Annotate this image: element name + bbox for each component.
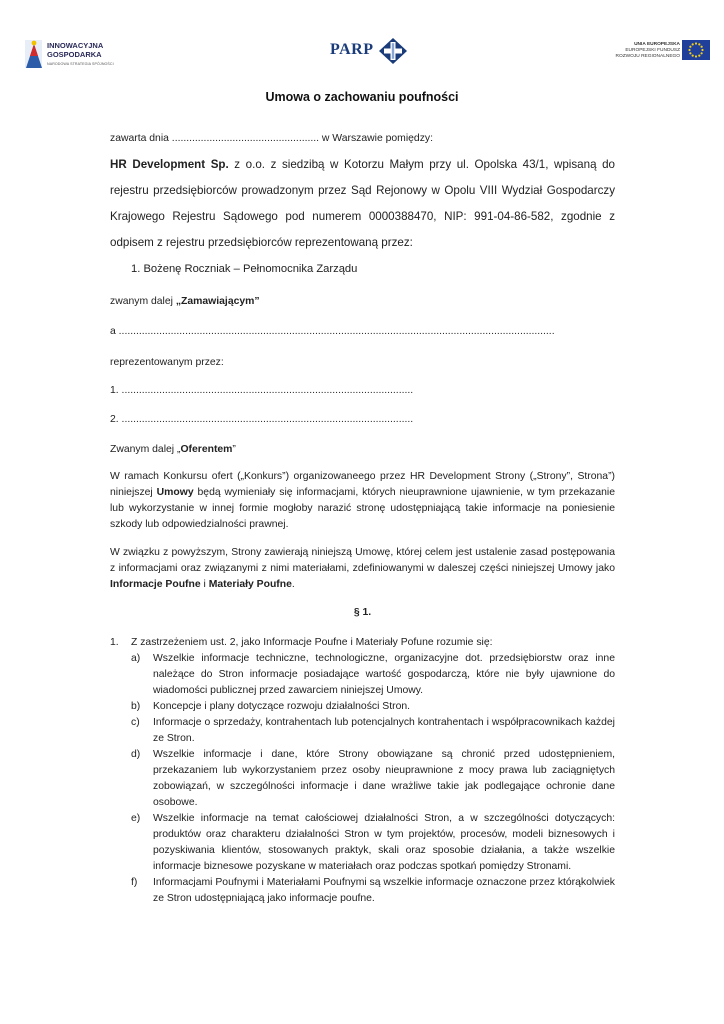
party1-paragraph <box>110 152 615 256</box>
subitem-letter: c) <box>131 717 140 728</box>
called-zamawiajacy <box>110 293 615 310</box>
eu-logo-title: UNIA EUROPEJSKA <box>634 42 680 47</box>
para2-end: . <box>291 579 295 590</box>
subitem-letter: d) <box>131 749 141 760</box>
subitem-letter: b) <box>131 701 141 712</box>
parp-logo <box>330 37 410 65</box>
list-item-1 <box>110 635 615 651</box>
called1-bold: „Zamawiającym” <box>175 296 260 307</box>
subitem <box>110 875 615 907</box>
subitem <box>110 651 615 699</box>
eu-logo <box>612 40 712 66</box>
definitions-list <box>110 635 615 907</box>
subitem <box>110 747 615 811</box>
subitem-text: Koncepcje i plany dotyczące rozwoju działalności Stron. <box>153 701 411 712</box>
called2-bold: Oferentem <box>180 444 233 455</box>
subitems <box>110 651 615 907</box>
called1-prefix: zwanym dalej <box>110 296 176 307</box>
party2-line: a ....................................................................................................................................................... <box>110 326 555 337</box>
called-oferent <box>110 441 615 458</box>
list-item-number: 1. <box>110 637 119 648</box>
party1-name: HR Development Sp. <box>110 158 229 171</box>
party1-details: z o.o. z siedzibą w Kotorzu Małym przy ul. Opolska 43/1, wpisaną do rejestru przedsiębiorców prowadzonym przez Sąd Rejonowy w Opolu VIII Wydział Gospodarczy Krajowego Rejestru Sądowego pod numerem 0000388470, NIP: 991-04-86-582, zgodnie z odpisem z rejestru przedsiębiorców reprezentowaną przez: <box>110 158 615 249</box>
subitem-text: Informacje o sprzedaży, kontrahentach lub potencjalnych kontrahentach i współpracownikach każdej ze Stron. <box>153 717 615 744</box>
document-title: Umowa o zachowaniu poufności <box>265 90 459 104</box>
para1-end: będą wymieniały się informacjami, których nieuprawnione ujawnienie, w tym przekazanie lub wykorzystanie w innej formie mogłoby narazić stronę udostępniającą takie informacje na poniesienie szkody lub odpowiedzialności prawnej. <box>110 487 615 530</box>
subitem <box>110 699 615 715</box>
para2-bold-1: Informacje Poufne <box>110 579 201 590</box>
para1-bold: Umowy <box>156 487 194 498</box>
subitem-text: Informacjami Poufnymi i Materiałami Poufnymi są wszelkie informacje oznaczone przez którąkolwiek ze Stron udostępniającą jako informacje poufne. <box>153 877 615 904</box>
para2-start: W związku z powyższym, Strony zawierają niniejszą Umowę, której celem jest ustalenie zasad postępowania z informacjami oraz związanymi z nimi materiałami, zdefiniowanymi w daleszej części niniejszej Umowy jako <box>110 547 615 574</box>
subitem-text: Wszelkie informacje i dane, które Strony obowiązane są chronić przed udostępnieniem, przekazaniem lub wykorzystaniem przez osoby nieuprawnione z mocy prawa lub zaciągniętych zobowiązań, w szczególności informacje i dane wrażliwe takie jak podlegające ochronie dane osobowe. <box>153 749 615 808</box>
representative-1: 1. Bożenę Roczniak – Pełnomocnika Zarządu <box>131 263 358 275</box>
rep-line-1: 1. ..................................................................................................... <box>110 385 414 396</box>
subitem <box>110 715 615 747</box>
para2-mid: i <box>200 579 209 590</box>
subitem-text: Wszelkie informacje techniczne, technologiczne, organizacyjne dot. przedsiębiorstw oraz inne należące do Stron informacje posiadające wartość gospodarczą, które nie były ujawnione do wiadomości publicznej przed zawarciem niniejszej Umowy. <box>153 653 615 696</box>
subitem-letter: e) <box>131 813 141 824</box>
para2-bold-2: Materiały Poufne <box>208 579 292 590</box>
called2-suffix: ” <box>232 444 236 455</box>
subitem <box>110 811 615 875</box>
parp-emblem-icon <box>378 37 408 65</box>
paragraph-2 <box>110 545 615 593</box>
intro-line: zawarta dnia ................................................... w Warszawie pomiędzy: <box>110 133 433 144</box>
represented-by: reprezentowanym przez: <box>110 357 224 368</box>
rep-line-2: 2. ..................................................................................................... <box>110 414 414 425</box>
innowacyjna-gospodarka-logo <box>24 38 124 72</box>
paragraph-1 <box>110 469 615 533</box>
list-item-lead: Z zastrzeżeniem ust. 2, jako Informacje Poufne i Materiały Pofune rozumie się: <box>131 637 493 648</box>
para1-start: W ramach Konkursu ofert („Konkurs”) organizowaneego przez HR Development Strony („Strony”, Strona”) niniejszej <box>110 471 615 498</box>
eu-flag-icon <box>682 40 710 60</box>
subitem-letter: a) <box>131 653 141 664</box>
parp-logo-text: PARP <box>330 41 374 58</box>
subitem-letter: f) <box>131 877 138 888</box>
ig-emblem-icon <box>24 38 44 70</box>
eu-logo-line1: EUROPEJSKI FUNDUSZ <box>625 48 680 54</box>
subitem-text: Wszelkie informacje na temat całościowej działalności Stron, a w szczególności dotyczących: produktów oraz charakteru działalności Stron w tym projektów, procesów, modeli biznesowych i pozyskiwania klientów, stosowanych praktyk, skali oraz sposobie działania, a także wszelkie informacje biznesowe pozyskane w materiałach oraz podczas spotkań pomiędzy Stronami. <box>153 813 615 872</box>
section-heading: § 1. <box>353 607 372 618</box>
ig-logo-subtitle: NARODOWA STRATEGIA SPÓJNOŚCI <box>47 62 114 66</box>
eu-logo-text <box>612 42 680 61</box>
eu-logo-line2: ROZWOJU REGIONALNEGO <box>615 54 680 60</box>
called2-prefix: Zwanym dalej „ <box>110 444 181 455</box>
ig-logo-name: INNOWACYJNA GOSPODARKA <box>47 41 104 59</box>
